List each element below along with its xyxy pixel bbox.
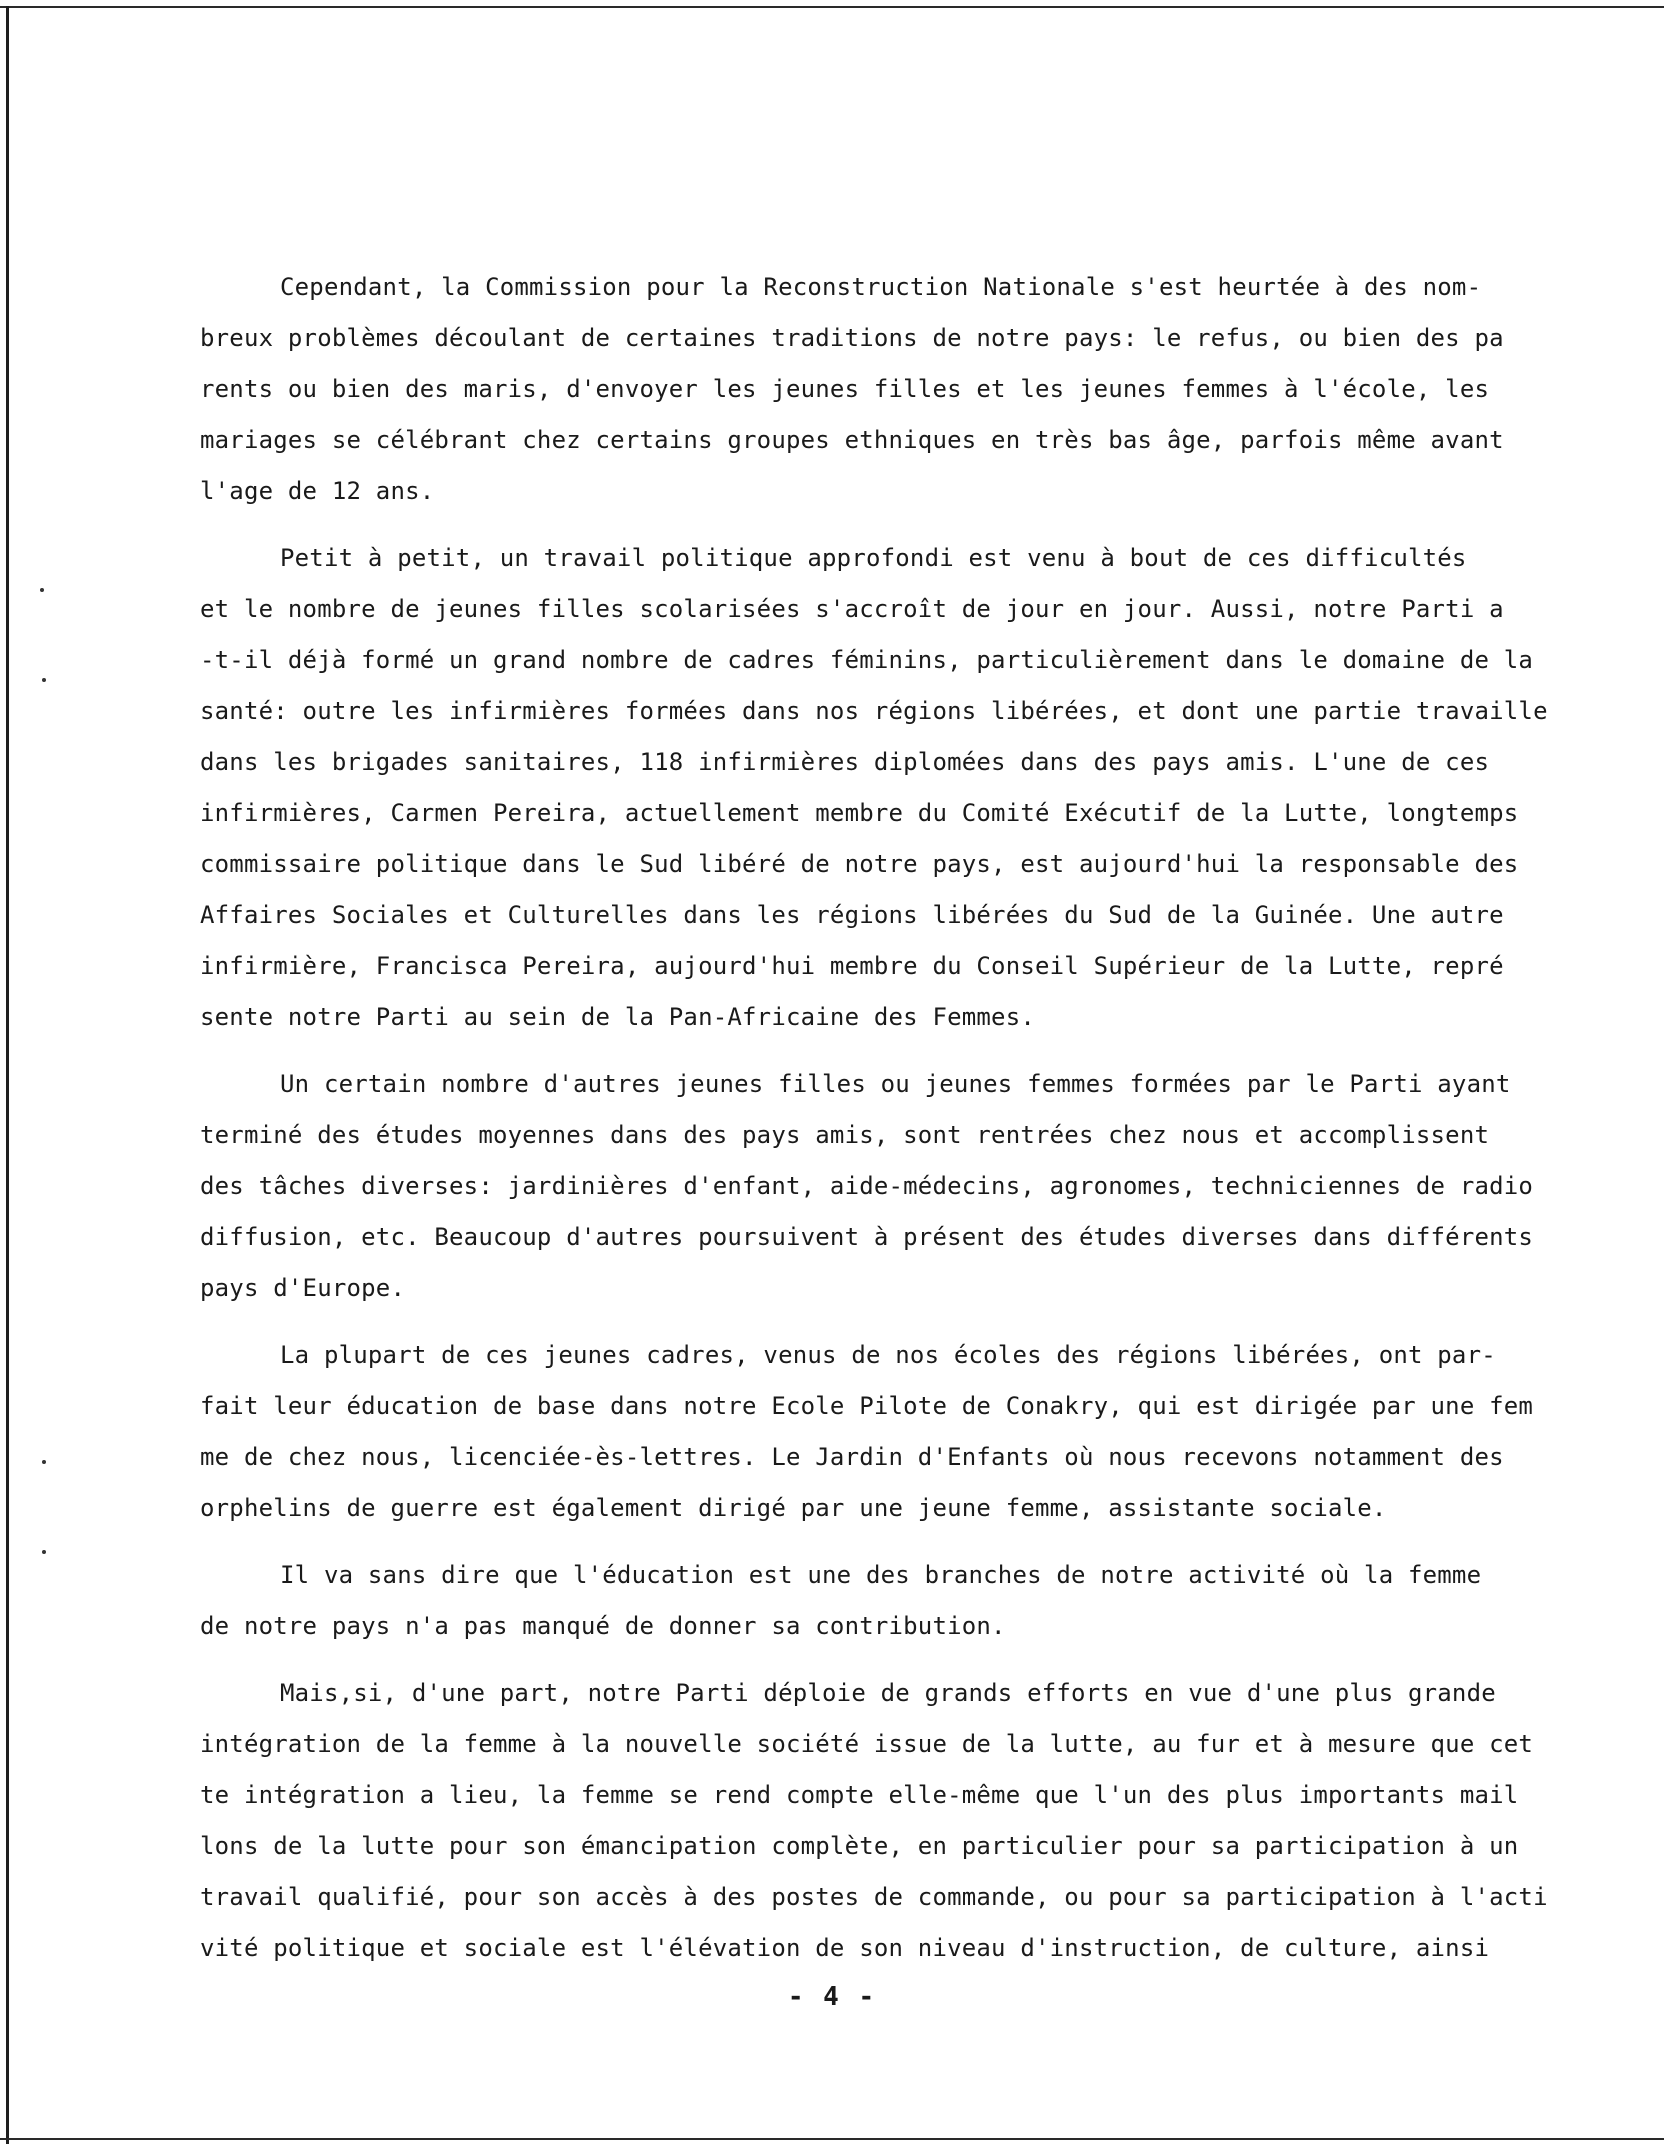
page-number: - 4 - <box>787 1982 877 2012</box>
text-line: te intégration a lieu, la femme se rend compte elle-même que l'un des plus importants mail <box>200 1781 1519 1809</box>
text-line: terminé des études moyennes dans des pays amis, sont rentrées chez nous et accomplissent <box>200 1121 1490 1149</box>
text-line: santé: outre les infirmières formées dans nos régions libérées, et dont une partie travaille <box>200 697 1548 725</box>
paragraph-4 <box>200 1330 1640 1534</box>
text-line: breux problèmes découlant de certaines traditions de notre pays: le refus, ou bien des pa <box>200 324 1504 352</box>
text-line: des tâches diverses: jardinières d'enfant, aide-médecins, agronomes, techniciennes de radio <box>200 1172 1534 1200</box>
page-border-bottom <box>0 2138 1664 2140</box>
scan-speck <box>42 1460 46 1464</box>
text-line: intégration de la femme à la nouvelle société issue de la lutte, au fur et à mesure que cet <box>200 1730 1534 1758</box>
paragraph-5 <box>200 1550 1640 1652</box>
scan-speck <box>42 678 46 682</box>
text-line: travail qualifié, pour son accès à des postes de commande, ou pour sa participation à l'acti <box>200 1883 1548 1911</box>
text-line: dans les brigades sanitaires, 118 infirmières diplomées dans des pays amis. L'une de ces <box>200 748 1490 776</box>
scan-speck <box>42 1550 46 1554</box>
text-line: La plupart de ces jeunes cadres, venus de nos écoles des régions libérées, ont par- <box>280 1341 1496 1369</box>
paragraph-3 <box>200 1059 1640 1314</box>
scan-speck <box>40 588 44 592</box>
text-line: Cependant, la Commission pour la Reconstruction Nationale s'est heurtée à des nom- <box>280 273 1482 301</box>
text-line: sente notre Parti au sein de la Pan-Africaine des Femmes. <box>200 1003 1036 1031</box>
text-line: Il va sans dire que l'éducation est une des branches de notre activité où la femme <box>280 1561 1482 1589</box>
text-line: diffusion, etc. Beaucoup d'autres poursuivent à présent des études diverses dans différents <box>200 1223 1534 1251</box>
text-line: me de chez nous, licenciée-ès-lettres. Le Jardin d'Enfants où nous recevons notamment des <box>200 1443 1504 1471</box>
paragraph-2 <box>200 533 1640 1043</box>
text-line: orphelins de guerre est également dirigé par une jeune femme, assistante sociale. <box>200 1494 1387 1522</box>
text-line: pays d'Europe. <box>200 1274 406 1302</box>
text-line: mariages se célébrant chez certains groupes ethniques en très bas âge, parfois même avant <box>200 426 1504 454</box>
text-line: infirmière, Francisca Pereira, aujourd'hui membre du Conseil Supérieur de la Lutte, repré <box>200 952 1504 980</box>
text-line: Un certain nombre d'autres jeunes filles ou jeunes femmes formées par le Parti ayant <box>280 1070 1511 1098</box>
text-line: de notre pays n'a pas manqué de donner sa contribution. <box>200 1612 1006 1640</box>
text-line: lons de la lutte pour son émancipation complète, en particulier pour sa participation à un <box>200 1832 1519 1860</box>
text-line: Petit à petit, un travail politique approfondi est venu à bout de ces difficultés <box>280 544 1467 572</box>
text-line: fait leur éducation de base dans notre Ecole Pilote de Conakry, qui est dirigée par une fem <box>200 1392 1534 1420</box>
paragraph-1 <box>200 262 1640 517</box>
text-line: Mais,si, d'une part, notre Parti déploie de grands efforts en vue d'une plus grande <box>280 1679 1496 1707</box>
text-line: -t-il déjà formé un grand nombre de cadres féminins, particulièrement dans le domaine de la <box>200 646 1534 674</box>
text-line: Affaires Sociales et Culturelles dans les régions libérées du Sud de la Guinée. Une autre <box>200 901 1504 929</box>
text-line: vité politique et sociale est l'élévation de son niveau d'instruction, de culture, ainsi <box>200 1934 1490 1962</box>
text-line: commissaire politique dans le Sud libéré de notre pays, est aujourd'hui la responsable des <box>200 850 1519 878</box>
text-line: rents ou bien des maris, d'envoyer les jeunes filles et les jeunes femmes à l'école, les <box>200 375 1490 403</box>
text-line: et le nombre de jeunes filles scolarisées s'accroît de jour en jour. Aussi, notre Parti a <box>200 595 1504 623</box>
paragraph-6 <box>200 1668 1640 1974</box>
page-border-top <box>0 6 1664 8</box>
text-line: l'age de 12 ans. <box>200 477 435 505</box>
document-body <box>200 262 1640 1990</box>
text-line: infirmières, Carmen Pereira, actuellement membre du Comité Exécutif de la Lutte, longtemps <box>200 799 1519 827</box>
page-border-left <box>6 6 9 2144</box>
